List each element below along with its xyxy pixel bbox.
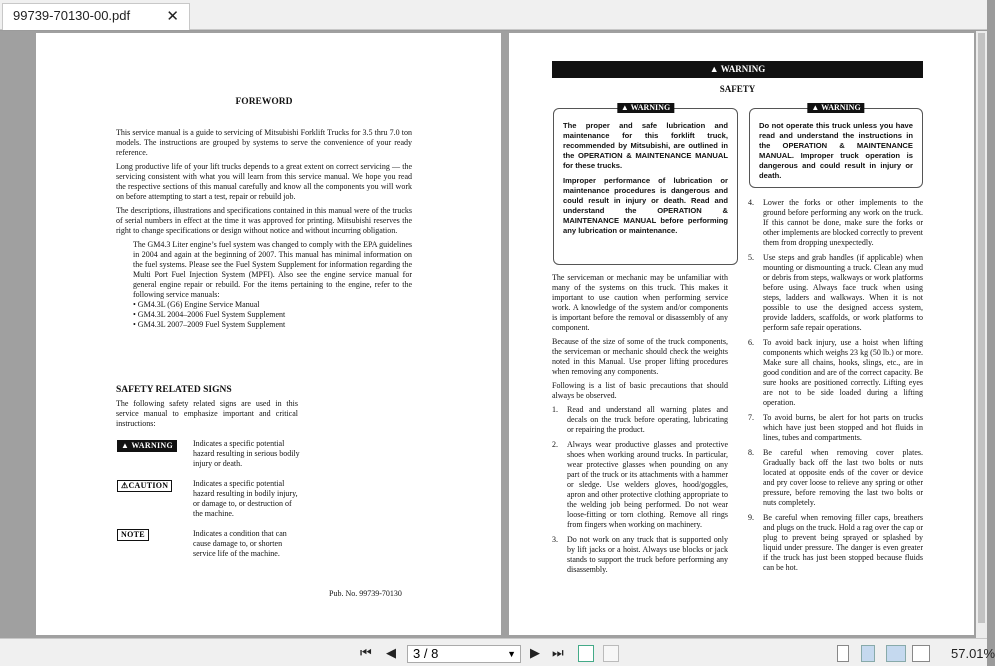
safety-right-column: [748, 198, 923, 578]
safety-intro: The following safety related signs are used in this service manual to emphasize important and critical instructions:: [116, 399, 298, 428]
precaution-item: 3. Do not work on any truck that is supported only by lift jacks or a hoist. Always use blocks or jack stands to support the truck before performing any disassembly.: [552, 535, 728, 574]
page-left: [36, 33, 501, 635]
tab-bar: [0, 0, 987, 30]
precaution-item: 8. Be careful when removing cover plates. Gradually back off the last two bolts or nuts located at opposite ends of the cover or device and pry cover loose to relieve any spring or other pressure, before removing the last two bolts or nuts completely.: [748, 448, 923, 507]
zoom-level[interactable]: 57.01%: [951, 646, 995, 661]
paragraph: Long productive life of your lift trucks depends to a great extent on correct servicing — the servicing consistent with what you will learn from this service manual. We hope you read the respective sections of this manual carefully and know all the components you will work on before attempting to start a test, repair or rebuild job.: [116, 162, 412, 201]
bullet: • GM4.3L 2004–2006 Fuel System Supplement: [133, 310, 286, 319]
warning-label: ▲ WARNING: [807, 103, 864, 113]
previous-page-button[interactable]: ◀: [386, 645, 396, 660]
last-page-button[interactable]: ⏭: [552, 645, 564, 660]
vertical-scrollbar[interactable]: [976, 31, 987, 638]
tab-document[interactable]: [2, 3, 190, 30]
paragraph: This service manual is a guide to servicing of Mitsubishi Forklift Trucks for 3.5 thru 7.0 ton models. The instructions are grouped by systems to serve the convenience of your ready reference.: [116, 128, 412, 157]
publication-number: Pub. No. 99739-70130: [329, 589, 402, 598]
tab-title: 99739-70130-00.pdf: [13, 8, 131, 23]
bottom-toolbar: [0, 638, 995, 666]
safety-signs-title: SAFETY RELATED SIGNS: [116, 385, 232, 395]
precaution-item: 2. Always wear productive glasses and protective shoes when working around trucks. In particular, wear protective glasses when pounding on any part of the truck or its attachments with a hammer or sledge. Use welders gloves, hood/goggles, apron and other protective clothing appropriate to the welding job being performed. Do not wear loose-fitting or torn clothing. Remove all rings from fingers when working on machinery.: [552, 440, 728, 529]
warning-text: Improper performance of lubrication or maintenance procedures is dangerous and could result in injury or death. Read and understand the OPERATION & MAINTENANCE MANUAL before performing any lubrication or maintenance.: [563, 176, 728, 235]
continuous-view-icon[interactable]: [861, 645, 875, 662]
warning-bar: ▲ WARNING: [552, 61, 923, 78]
first-page-button[interactable]: ⏮: [360, 645, 372, 660]
paragraph: The serviceman or mechanic may be unfamiliar with many of the systems on this truck. This makes it important to use caution when performing service work. A knowledge of the system and/or components is important before the removal or disassembly of any component.: [552, 273, 728, 332]
bullet: • GM4.3L (G6) Engine Service Manual: [133, 300, 260, 309]
single-page-view-icon[interactable]: [837, 645, 849, 662]
warning-label: ▲ WARNING: [617, 103, 674, 113]
facing-view-icon[interactable]: [886, 645, 906, 662]
precaution-item: 1. Read and understand all warning plates and decals on the truck before operating, lubricating or repairing the product.: [552, 405, 728, 434]
rotate-left-icon[interactable]: [578, 645, 594, 662]
continuous-facing-view-icon[interactable]: [912, 645, 930, 662]
chevron-down-icon[interactable]: ▼: [507, 649, 516, 659]
safety-title: SAFETY: [719, 84, 756, 94]
paragraph: Following is a list of basic precautions that should always be observed.: [552, 381, 728, 400]
caution-badge: ⚠CAUTION: [117, 480, 172, 492]
precaution-item: 6. To avoid back injury, use a hoist when lifting components which weighs 23 kg (50 lb.) or more. Make sure all chains, hooks, slings, etc., are in good condition and are of the correct capacity. Be sure hooks are positioned correctly. Lifting eyes are not to be side loaded during a lifting operation.: [748, 338, 923, 407]
warning-badge: ▲ WARNING: [117, 440, 177, 452]
warning-text: Do not operate this truck unless you have read and understand the instructions in the OPERATION & MAINTENANCE MANUAL. Improper truck operation is dangerous and could result in injury or death.: [759, 121, 913, 180]
precaution-item: 4. Lower the forks or other implements to the ground before performing any work on the truck. If this cannot be done, make sure the forks or other implements are blocked correctly to prevent them from dropping unexpectedly.: [748, 198, 923, 247]
precaution-item: 7. To avoid burns, be alert for hot parts on trucks which have just been stopped and hot fluids in lines, tubes and compartments.: [748, 413, 923, 442]
foreword-title: FOREWORD: [235, 97, 293, 107]
page-number-value: 3 / 8: [413, 646, 439, 661]
engine-note: The GM4.3 Liter engine’s fuel system was changed to comply with the EPA guidelines in 2004 and again at the beginning of 2007. This manual has minimal information on the fuel systems. Please see the Fuel System Supplement for information regarding the Multi Port Fuel Injection System (MPFI). Also see the engine service manual for general engine repair or rebuild. For the items pertaining to the engine, refer to the following service manuals:: [133, 240, 412, 299]
note-description: Indicates a condition that can cause damage to, or shorten service life of the machine.: [193, 529, 287, 558]
warning-description: Indicates a specific potential hazard resulting in serious bodily injury or death.: [193, 439, 300, 468]
precaution-item: 5. Use steps and grab handles (if applicable) when mounting or dismounting a truck. Clean any mud or debris from steps, walkways or work platforms before using. Always face truck when using steps, ladders and walkways. When it is not possible to use the designed access system, provide ladders, scaffolds, or work platforms to perform safe repair operations.: [748, 253, 923, 332]
scrollbar-thumb[interactable]: [978, 33, 985, 623]
document-viewer: [0, 31, 976, 638]
paragraph: Because of the size of some of the truck components, the serviceman or mechanic should check the weights noted in this Manual. Use proper lifting procedures when removing any components.: [552, 337, 728, 376]
foreword-body: [116, 128, 412, 330]
warning-box-operation: [749, 103, 923, 188]
rotate-right-icon[interactable]: [603, 645, 619, 662]
warning-text: The proper and safe lubrication and maintenance for this forklift truck, recommended by Mitsubishi, are outlined in the OPERATION & MAINTENANCE MANUAL for these trucks.: [563, 121, 728, 170]
page-number-input[interactable]: [407, 645, 521, 663]
caution-description: Indicates a specific potential hazard resulting in bodily injury, or damage to, or destruction of the machine.: [193, 479, 298, 518]
note-badge: NOTE: [117, 529, 149, 541]
safety-left-column: [552, 273, 728, 580]
bullet: • GM4.3L 2007–2009 Fuel System Supplement: [133, 320, 286, 329]
precaution-item: 9. Be careful when removing filler caps, breathers and plugs on the truck. Hold a rag over the cap or plug to prevent being sprayed or splashed by liquid under pressure. The danger is even greater if the truck has just been stopped because fluids can be hot.: [748, 513, 923, 572]
close-icon[interactable]: ✕: [166, 8, 179, 25]
warning-box-lubrication: [553, 103, 738, 265]
next-page-button[interactable]: ▶: [530, 645, 540, 660]
page-right: [509, 33, 974, 635]
paragraph: The descriptions, illustrations and specifications contained in this manual were of the trucks of serial numbers in effect at the time it was approved for printing. Mitsubishi reserves the right to change specifications or design without notice and without incurring obligation.: [116, 206, 412, 235]
